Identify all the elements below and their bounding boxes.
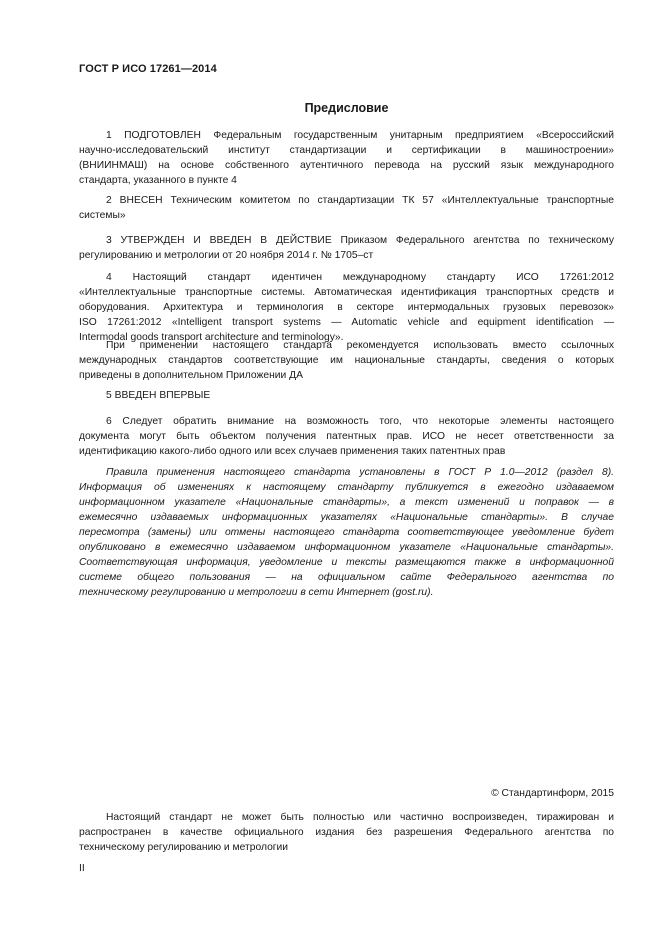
item-4-line: ISO 17261:2012 «Intelligent transport systems — Automatic vehicle and equipment identification — bbox=[79, 317, 614, 328]
item-1-line: (ВНИИНМАШ) на основе собственного аутентичного перевода на русский язык международного bbox=[79, 160, 614, 171]
reproduction-notice-line: техническому регулированию и метрологии bbox=[79, 842, 289, 853]
item-6-line: 6 Следует обратить внимание на возможность того, что некоторые элементы настоящего bbox=[106, 416, 614, 427]
item-3-line: регулированию и метрологии от 20 ноября 2014 г. № 1705–ст bbox=[79, 250, 374, 261]
reproduction-notice-line: Настоящий стандарт не может быть полностью или частично воспроизведен, тиражирован и bbox=[106, 812, 614, 823]
item-6 bbox=[79, 414, 614, 459]
item-4-note bbox=[79, 338, 614, 383]
item-5 bbox=[79, 388, 614, 403]
publication-notice-line: пересмотра (замены) или отмены настоящего стандарта соответствующее уведомление будет bbox=[79, 527, 614, 538]
publication-notice-line: Информация об изменениях к настоящему стандарту публикуется в ежегодно издаваемом bbox=[79, 482, 614, 493]
copyright-notice: © Стандартинформ, 2015 bbox=[491, 788, 614, 799]
publication-notice bbox=[79, 465, 614, 600]
item-4-note-line: приведены в дополнительном Приложении ДА bbox=[79, 370, 304, 381]
page-title: Предисловие bbox=[304, 101, 389, 115]
item-4-line: «Интеллектуальные транспортные системы. Автоматическая идентификация транспортных средств и bbox=[79, 287, 614, 298]
item-4-line: оборудования. Архитектура и терминология в секторе интермодальных грузовых перевозок» bbox=[79, 302, 614, 313]
item-3-line: 3 УТВЕРЖДЕН И ВВЕДЕН В ДЕЙСТВИЕ Приказом Федерального агентства по техническому bbox=[106, 235, 614, 246]
item-5-line: 5 ВВЕДЕН ВПЕРВЫЕ bbox=[106, 390, 211, 401]
page-number: II bbox=[79, 863, 85, 874]
publication-notice-line: системе общего пользования — на официальном сайте Федерального агентства по bbox=[79, 572, 614, 583]
item-6-line: идентификацию какого-либо одного или всех случаев применения таких патентных прав bbox=[79, 446, 506, 457]
publication-notice-line: опубликовано в ежемесячно издаваемом информационном указателе «Национальные стандарты». bbox=[79, 542, 614, 553]
item-2-line: 2 ВНЕСЕН Техническим комитетом по стандартизации ТК 57 «Интеллектуальные транспортные bbox=[106, 195, 614, 206]
item-4-line: Intermodal goods transport architecture and terminology». bbox=[79, 332, 344, 343]
publication-notice-line: Правила применения настоящего стандарта установлены в ГОСТ Р 1.0—2012 (раздел 8). bbox=[106, 467, 614, 478]
reproduction-notice bbox=[79, 810, 614, 855]
reproduction-notice-line: распространен в качестве официального издания без разрешения Федерального агентства по bbox=[79, 827, 614, 838]
item-4-line: 4 Настоящий стандарт идентичен международному стандарту ИСО 17261:2012 bbox=[106, 272, 614, 283]
publication-notice-line: техническому регулированию и метрологии в сети Интернет (gost.ru). bbox=[79, 587, 434, 598]
item-3 bbox=[79, 233, 614, 263]
publication-notice-line: ежемесячно издаваемых информационных указателях «Национальные стандарты». В случае bbox=[79, 512, 614, 523]
item-4-note-line: При применении настоящего стандарта рекомендуется использовать вместо ссылочных bbox=[106, 340, 614, 351]
item-6-line: документа могут быть объектом получения патентных прав. ИСО не несет ответственности за bbox=[79, 431, 614, 442]
item-1-line: 1 ПОДГОТОВЛЕН Федеральным государственным унитарным предприятием «Всероссийский bbox=[106, 130, 614, 141]
item-1-line: научно-исследовательский институт стандартизации и сертификации в машиностроении» bbox=[79, 145, 614, 156]
publication-notice-line: Соответствующая информация, уведомление и тексты размещаются также в информационной bbox=[79, 557, 614, 568]
item-4-note-line: международных стандартов соответствующие им национальные стандарты, сведения о которых bbox=[79, 355, 614, 366]
item-1 bbox=[79, 128, 614, 188]
document-header: ГОСТ Р ИСО 17261—2014 bbox=[79, 63, 217, 75]
item-1-line: стандарта, указанного в пункте 4 bbox=[79, 175, 237, 186]
item-4 bbox=[79, 270, 614, 345]
item-2 bbox=[79, 193, 614, 223]
item-2-line: системы» bbox=[79, 210, 126, 221]
publication-notice-line: информационном указателе «Национальные стандарты», а текст изменений и поправок — в bbox=[79, 497, 614, 508]
